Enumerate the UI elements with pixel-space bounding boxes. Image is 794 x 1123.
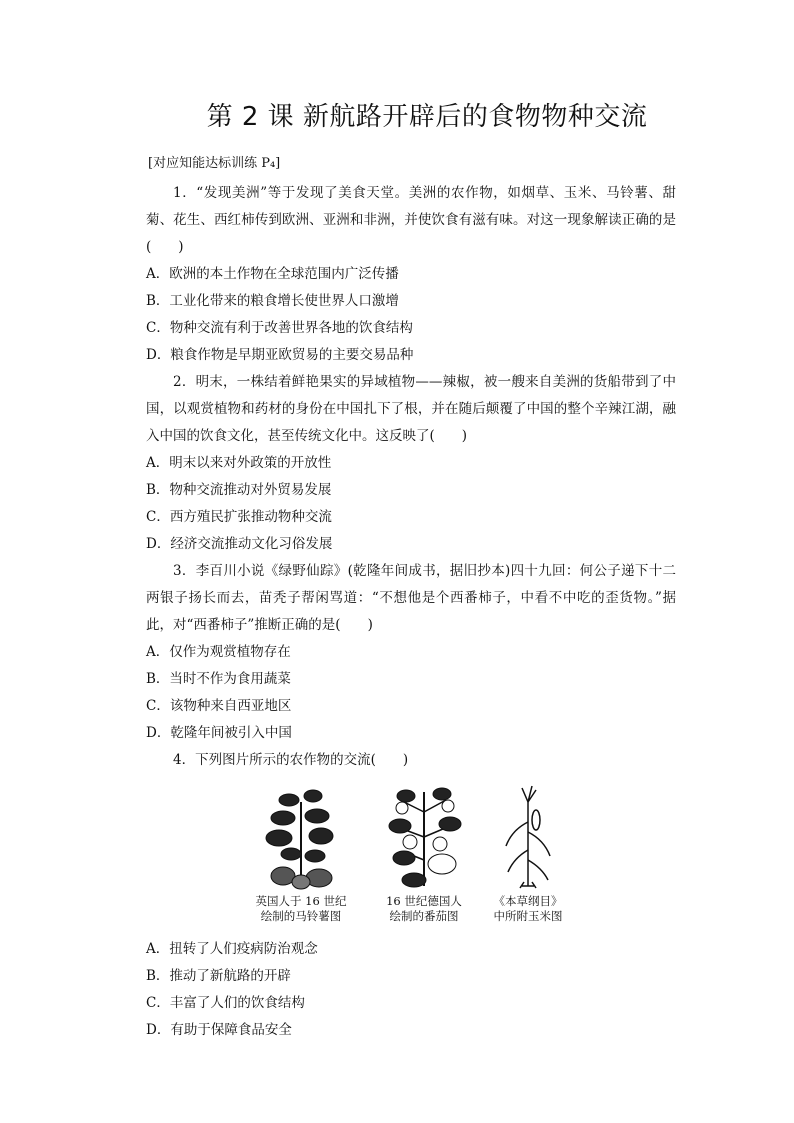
option-a: A．明末以来对外政策的开放性 [146, 455, 332, 471]
option-b: B．推动了新航路的开辟 [146, 968, 291, 984]
potato-plant-icon [261, 782, 341, 890]
figure-tomato [364, 782, 484, 924]
question-stem: 2．明末，一株结着鲜艳果实的异域植物——辣椒，被一艘来自美洲的货船带到了中国，以观赏植物和药材的身份在中国扎下了根，并在随后颠覆了中国的整个辛辣江湖，融入中国的饮食文化，甚至传统文化中。这反映了( ) [146, 374, 676, 444]
figure-corn [468, 782, 588, 924]
question-stem: 1．“发现美洲”等于发现了美食天堂。美洲的农作物，如烟草、玉米、马铃薯、甜菊、花生、西红柿传到欧洲、亚洲和非洲，并使饮食有滋有味。对这一现象解读正确的是( ) [146, 185, 676, 255]
option-c: C．西方殖民扩张推动物种交流 [146, 509, 332, 525]
option-a: A．欧洲的本土作物在全球范围内广泛传播 [146, 266, 399, 282]
question-stem: 4．下列图片所示的农作物的交流( ) [173, 752, 409, 768]
option-d: D．乾隆年间被引入中国 [146, 725, 292, 741]
exercise-reference: [对应知能达标训练 P₄] [148, 156, 281, 171]
figure-caption: 英国人于 16 世纪 绘制的马铃薯图 [255, 894, 347, 923]
question-list [146, 180, 676, 1044]
option-d: D．粮食作物是早期亚欧贸易的主要交易品种 [146, 347, 414, 363]
question-stem: 3．李百川小说《绿野仙踪》(乾隆年间成书，据旧抄本)四十九回：何公子递下十二两银子扬长而去，苗秃子帮闲骂道：“不想他是个西番柿子，中看不中吃的歪货物。”据此，对“西番柿子”推断正确的是( ) [146, 563, 676, 633]
page-title: 第 2 课 新航路开辟后的食物物种交流 [206, 102, 648, 132]
option-a: A．仅作为观赏植物存在 [146, 644, 291, 660]
figure-caption: 16 世纪德国人 绘制的番茄图 [386, 894, 462, 923]
figure-potato [241, 782, 361, 924]
figure-caption: 《本草纲目》 中所附玉米图 [493, 894, 563, 923]
corn-plant-icon [498, 782, 558, 890]
question-4 [146, 747, 676, 1044]
option-d: D．经济交流推动文化习俗发展 [146, 536, 333, 552]
option-c: C．该物种来自西亚地区 [146, 698, 292, 714]
option-a: A．扭转了人们疫病防治观念 [146, 941, 318, 957]
question-1 [146, 180, 676, 369]
figure-row [146, 778, 676, 936]
option-b: B．当时不作为食用蔬菜 [146, 671, 291, 687]
option-c: C．物种交流有利于改善世界各地的饮食结构 [146, 320, 413, 336]
option-b: B．物种交流推动对外贸易发展 [146, 482, 332, 498]
tomato-plant-icon [384, 782, 464, 890]
option-d: D．有助于保障食品安全 [146, 1022, 292, 1038]
question-3 [146, 558, 676, 747]
question-2 [146, 369, 676, 558]
option-b: B．工业化带来的粮食增长使世界人口激增 [146, 293, 399, 309]
option-c: C．丰富了人们的饮食结构 [146, 995, 305, 1011]
